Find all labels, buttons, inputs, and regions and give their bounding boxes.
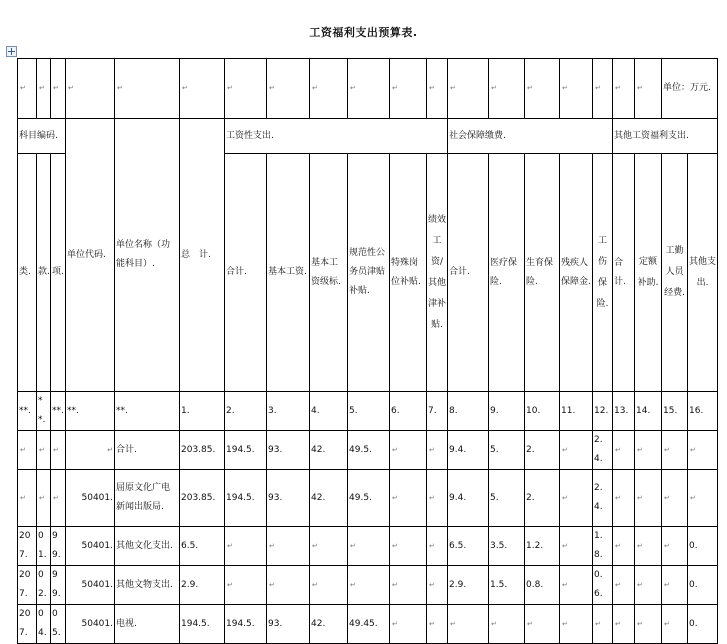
- cell: 194.5.: [225, 470, 267, 527]
- table-row: [18, 431, 718, 470]
- cell: [225, 59, 267, 119]
- cell: [688, 470, 718, 527]
- cell: [348, 59, 390, 119]
- cell: 42.: [310, 431, 348, 470]
- cell: [525, 605, 560, 644]
- cell: 6.5.: [180, 527, 225, 566]
- cell: 99.: [51, 566, 66, 605]
- budget-table: [17, 58, 718, 644]
- cell: [560, 431, 593, 470]
- cell: 50401.: [66, 566, 115, 605]
- table-row: [18, 470, 718, 527]
- cell: 3.5.: [489, 527, 525, 566]
- cell: [489, 605, 525, 644]
- xiang-header: 项.: [51, 154, 66, 392]
- table-move-handle-icon[interactable]: [6, 46, 17, 57]
- cell: [662, 470, 688, 527]
- cell: [51, 470, 66, 527]
- table-row: [18, 527, 718, 566]
- cell: [225, 566, 267, 605]
- cell: [448, 605, 489, 644]
- cell: [427, 527, 448, 566]
- maternity-header: 生育保险.: [525, 154, 560, 392]
- cell: [390, 566, 427, 605]
- cell: [662, 566, 688, 605]
- cell: [635, 470, 662, 527]
- cell: 0.6.: [593, 566, 613, 605]
- cell: 02.: [37, 566, 51, 605]
- cell: [310, 59, 348, 119]
- total-header: 总 计.: [180, 119, 225, 392]
- index-cell: **.: [51, 392, 66, 431]
- cell: [613, 527, 635, 566]
- cell: 2.4.: [593, 431, 613, 470]
- cell: [348, 566, 390, 605]
- cell: 2.: [525, 431, 560, 470]
- cell: [267, 566, 310, 605]
- cell: [688, 431, 718, 470]
- cell: 0.: [688, 527, 718, 566]
- cell: 2.: [525, 470, 560, 527]
- cell: [66, 431, 115, 470]
- cell: [593, 605, 613, 644]
- cell: 其他文物支出.: [115, 566, 180, 605]
- cell: [18, 59, 37, 119]
- unit-name-header: 单位名称（功能科目）.: [115, 119, 180, 392]
- column-index-row: [18, 392, 718, 431]
- index-cell: 11.: [560, 392, 593, 431]
- cell: [348, 527, 390, 566]
- cell: [613, 605, 635, 644]
- cell: 49.5.: [348, 431, 390, 470]
- special-post-header: 特殊岗位补贴.: [390, 154, 427, 392]
- cell: [427, 566, 448, 605]
- cell: 5.: [489, 470, 525, 527]
- cell: [427, 470, 448, 527]
- cell: [613, 470, 635, 527]
- index-cell: **.: [37, 392, 51, 431]
- cell: [390, 470, 427, 527]
- cell: [180, 59, 225, 119]
- cell: 屈原文化广电新闻出版局.: [115, 470, 180, 527]
- cell: 203.85.: [180, 470, 225, 527]
- cell: 1.8.: [593, 527, 613, 566]
- index-cell: **.: [18, 392, 37, 431]
- cell: 0.: [688, 566, 718, 605]
- cell: [560, 605, 593, 644]
- index-cell: 10.: [525, 392, 560, 431]
- cell: [593, 59, 613, 119]
- cell: [635, 605, 662, 644]
- regulated-allowance-header: 规范性公务员津贴补贴.: [348, 154, 390, 392]
- cell: [560, 470, 593, 527]
- index-cell: 12.: [593, 392, 613, 431]
- cell: 42.: [310, 605, 348, 644]
- cell: [267, 527, 310, 566]
- index-cell: 14.: [635, 392, 662, 431]
- cell: 49.45.: [348, 605, 390, 644]
- cell: [448, 59, 489, 119]
- index-cell: 3.: [267, 392, 310, 431]
- cell: [390, 527, 427, 566]
- worker-fund-header: 工勤人员经费.: [662, 154, 688, 392]
- cell: [613, 59, 635, 119]
- cell: [427, 431, 448, 470]
- index-cell: **.: [66, 392, 115, 431]
- cell: [635, 59, 662, 119]
- index-cell: 15.: [662, 392, 688, 431]
- cell: [225, 527, 267, 566]
- cell: 9.4.: [448, 431, 489, 470]
- injury-header: 工伤保险.: [593, 154, 613, 392]
- cell: 93.: [267, 470, 310, 527]
- cell: 01.: [37, 527, 51, 566]
- index-cell: 2.: [225, 392, 267, 431]
- social-security-header: 社会保障缴费.: [448, 119, 613, 154]
- cell: [662, 431, 688, 470]
- cell: [51, 431, 66, 470]
- cell: 203.85.: [180, 431, 225, 470]
- index-cell: 5.: [348, 392, 390, 431]
- cell: [635, 566, 662, 605]
- cell: 42.: [310, 470, 348, 527]
- basic-wage-grade-header: 基本工资级标.: [310, 154, 348, 392]
- header-group-row: [18, 119, 718, 154]
- cell: 50401.: [66, 605, 115, 644]
- lei-header: 类.: [18, 154, 37, 392]
- cell: [662, 527, 688, 566]
- cell: 93.: [267, 431, 310, 470]
- cell: [37, 59, 51, 119]
- cell: 50401.: [66, 470, 115, 527]
- table-row: [18, 566, 718, 605]
- cell: 2.9.: [448, 566, 489, 605]
- header-unit-row: [18, 59, 718, 119]
- cell: 5.: [489, 431, 525, 470]
- cell: 05.: [51, 605, 66, 644]
- subject-code-header: 科目编码.: [18, 119, 66, 154]
- cell: [560, 59, 593, 119]
- disabled-header: 残疾人保障金.: [560, 154, 593, 392]
- cell: [390, 431, 427, 470]
- cell: [37, 431, 51, 470]
- index-cell: 8.: [448, 392, 489, 431]
- cell: [525, 59, 560, 119]
- cell: 207.: [18, 566, 37, 605]
- cell: [489, 59, 525, 119]
- cell: 0.: [688, 605, 718, 644]
- cell: 6.5.: [448, 527, 489, 566]
- cell: 93.: [267, 605, 310, 644]
- cell: [390, 59, 427, 119]
- cell: [51, 59, 66, 119]
- cell: [427, 59, 448, 119]
- cell: [560, 566, 593, 605]
- cell: [613, 431, 635, 470]
- cell: [18, 431, 37, 470]
- social-subtotal-header: 合计.: [448, 154, 489, 392]
- cell: [390, 605, 427, 644]
- cell: [427, 605, 448, 644]
- cell: 99.: [51, 527, 66, 566]
- performance-header: 绩效工资/其他津补贴.: [427, 154, 448, 392]
- cell: 49.5.: [348, 470, 390, 527]
- index-cell: 16.: [688, 392, 718, 431]
- wage-expense-header: 工资性支出.: [225, 119, 448, 154]
- fixed-subsidy-header: 定额补助.: [635, 154, 662, 392]
- cell: 电视.: [115, 605, 180, 644]
- cell: 9.4.: [448, 470, 489, 527]
- index-cell: 6.: [390, 392, 427, 431]
- cell: 194.5.: [225, 605, 267, 644]
- cell: [310, 527, 348, 566]
- cell: [613, 566, 635, 605]
- index-cell: 9.: [489, 392, 525, 431]
- cell: 0.8.: [525, 566, 560, 605]
- cell: [635, 527, 662, 566]
- cell: 1.5.: [489, 566, 525, 605]
- cell: 2.9.: [180, 566, 225, 605]
- cell: [115, 59, 180, 119]
- wage-subtotal-header: 合计.: [225, 154, 267, 392]
- cell: 合计.: [115, 431, 180, 470]
- cell: [18, 470, 37, 527]
- cell: 207.: [18, 527, 37, 566]
- table-row: [18, 605, 718, 644]
- medical-header: 医疗保险.: [489, 154, 525, 392]
- cell: 207.: [18, 605, 37, 644]
- cell: 194.5.: [180, 605, 225, 644]
- other-exp-header: 其他支出.: [688, 154, 718, 392]
- cell: 1.2.: [525, 527, 560, 566]
- kuan-header: 款.: [37, 154, 51, 392]
- other-subtotal-header: 合计.: [613, 154, 635, 392]
- cell: 194.5.: [225, 431, 267, 470]
- cell: [267, 59, 310, 119]
- cell: [662, 605, 688, 644]
- cell: 2.4.: [593, 470, 613, 527]
- page-title: 工资福利支出预算表.: [309, 26, 418, 39]
- cell: [310, 566, 348, 605]
- index-cell: 4.: [310, 392, 348, 431]
- basic-wage-header: 基本工资.: [267, 154, 310, 392]
- cell: [66, 59, 115, 119]
- cell: [37, 470, 51, 527]
- index-cell: 7.: [427, 392, 448, 431]
- index-cell: 13.: [613, 392, 635, 431]
- index-cell: **.: [115, 392, 180, 431]
- unit-code-header: 单位代码.: [66, 119, 115, 392]
- index-cell: 1.: [180, 392, 225, 431]
- cell: 04.: [37, 605, 51, 644]
- cell: 50401.: [66, 527, 115, 566]
- unit-label: 单位：万元.: [662, 59, 718, 119]
- cell: [560, 527, 593, 566]
- cell: [635, 431, 662, 470]
- cell: 其他文化支出.: [115, 527, 180, 566]
- other-welfare-header: 其他工资福利支出.: [613, 119, 718, 154]
